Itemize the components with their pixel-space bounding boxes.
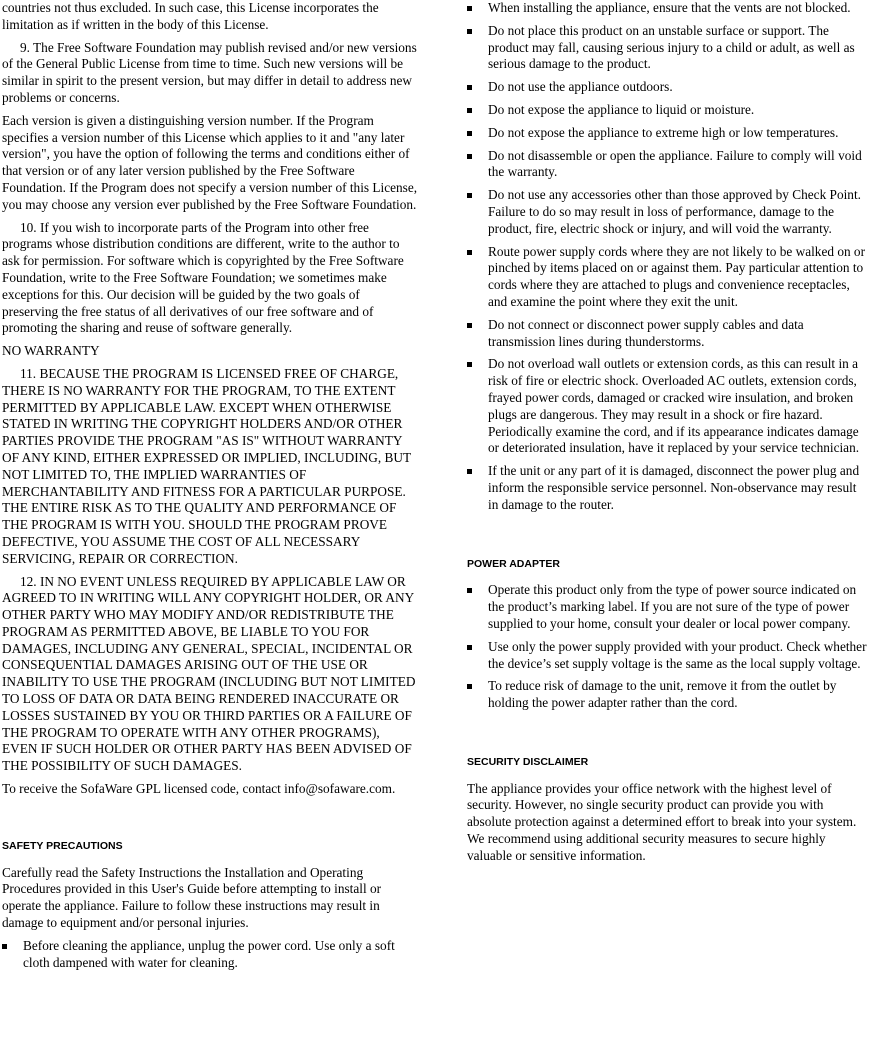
list-item: Do not use any accessories other than those approved by Check Point. Failure to do so may result in loss of performance, damage to the product, fire, electric shock or injury, and will void the warranty. (467, 187, 867, 237)
list-item: When installing the appliance, ensure that the vents are not blocked. (467, 0, 867, 17)
license-paragraph-11: 11. BECAUSE THE PROGRAM IS LICENSED FREE OF CHARGE, THERE IS NO WARRANTY FOR THE PROGRAM, TO THE EXTENT PERMITTED BY APPLICABLE LAW. EXCEPT WHEN OTHERWISE STATED IN WRITING THE COPYRIGHT HOLDERS AND/OR OTHER PARTIES PROVIDE THE PROGRAM "AS IS" WITHOUT WARRANTY OF ANY KIND, EITHER EXPRESSED OR IMPLIED, INCLUDING, BUT NOT LIMITED TO, THE IMPLIED WARRANTIES OF MERCHANTABILITY AND FITNESS FOR A PARTICULAR PURPOSE. THE ENTIRE RISK AS TO THE QUALITY AND PERFORMANCE OF THE PROGRAM IS WITH YOU. SHOULD THE PROGRAM PROVE DEFECTIVE, YOU ASSUME THE COST OF ALL NECESSARY SERVICING, REPAIR OR CORRECTION. (2, 365, 411, 566)
list-item: Do not use the appliance outdoors. (467, 79, 867, 96)
list-item: Route power supply cords where they are not likely to be walked on or pinched by items placed on or against them. Pay particular attention to cords where they are attached to plugs and convenience receptacles, and examine the point where they exit the unit. (467, 244, 867, 311)
safety-bullet-list-left (2, 938, 418, 972)
list-item: Do not expose the appliance to liquid or moisture. (467, 102, 867, 119)
safety-bullet-list-right (467, 0, 867, 514)
bullet-icon (467, 588, 472, 593)
bullet-icon (467, 154, 472, 159)
bullet-icon (467, 6, 472, 11)
list-item: If the unit or any part of it is damaged, disconnect the power plug and inform the responsible service personnel. Non-observance may result in damage to the router. (467, 463, 867, 513)
bullet-icon (2, 944, 7, 949)
license-paragraph-continued: countries not thus excluded. In such case, this License incorporates the limitation as if written in the body of this License. (2, 0, 379, 32)
license-paragraph-12: 12. IN NO EVENT UNLESS REQUIRED BY APPLICABLE LAW OR AGREED TO IN WRITING WILL ANY COPYRIGHT HOLDER, OR ANY OTHER PARTY WHO MAY MODIFY AND/OR REDISTRIBUTE THE PROGRAM AS PERMITTED ABOVE, BE LIABLE TO YOU FOR DAMAGES, INCLUDING ANY GENERAL, SPECIAL, INCIDENTAL OR CONSEQUENTIAL DAMAGES ARISING OUT OF THE USE OR INABILITY TO USE THE PROGRAM (INCLUDING BUT NOT LIMITED TO LOSS OF DATA OR DATA BEING RENDERED INACCURATE OR LOSSES SUSTAINED BY YOU OR THIRD PARTIES OR A FAILURE OF THE PROGRAM TO OPERATE WITH ANY OTHER PROGRAMS), EVEN IF SUCH HOLDER OR OTHER PARTY HAS BEEN ADVISED OF THE POSSIBILITY OF SUCH DAMAGES. (2, 573, 416, 774)
power-adapter-bullet-list (467, 582, 867, 712)
bullet-icon (467, 469, 472, 474)
bullet-icon (467, 85, 472, 90)
bullet-icon (467, 250, 472, 255)
list-item: Do not disassemble or open the appliance. Failure to comply will void the warranty. (467, 148, 867, 182)
no-warranty-heading: NO WARRANTY (2, 343, 100, 359)
list-item: To reduce risk of damage to the unit, remove it from the outlet by holding the power adapter rather than the cord. (467, 678, 867, 712)
list-item: Do not connect or disconnect power supply cables and data transmission lines during thunderstorms. (467, 317, 867, 351)
bullet-icon (467, 131, 472, 136)
bullet-icon (467, 323, 472, 328)
list-item: Do not expose the appliance to extreme high or low temperatures. (467, 125, 867, 142)
power-adapter-heading: POWER ADAPTER (467, 557, 560, 570)
security-disclaimer-text: The appliance provides your office network with the highest level of security. However, no single security product can provide you with absolute protection against a determined effort to break into your system. We recommend using additional security measures to secure highly valuable or sensitive information. (467, 780, 857, 863)
list-item: Do not overload wall outlets or extension cords, as this can result in a risk of fire or electric shock. Overloaded AC outlets, extension cords, frayed power cords, damaged or cracked wire insulation, and broken plugs are dangerous. They may result in a shock or fire hazard. Periodically examine the cord, and if its appearance indicates damage or deteriorated insulation, have it replaced by your service technician. (467, 356, 867, 457)
safety-precautions-heading: SAFETY PRECAUTIONS (2, 839, 123, 852)
bullet-icon (467, 645, 472, 650)
gpl-contact-paragraph: To receive the SofaWare GPL licensed code, contact info@sofaware.com. (2, 781, 396, 797)
safety-intro-paragraph: Carefully read the Safety Instructions the Installation and Operating Procedures provided in this User's Guide before attempting to install or operate the appliance. Failure to follow these instructions may result in damage to equipment and/or personal injuries. (2, 864, 382, 931)
right-column (467, 0, 867, 871)
list-item: Before cleaning the appliance, unplug the power cord. Use only a soft cloth dampened with water for cleaning. (2, 938, 418, 972)
bullet-icon (467, 684, 472, 689)
license-paragraph-10: 10. If you wish to incorporate parts of the Program into other free programs whose distribution conditions are different, write to the author to ask for permission. For software which is copyrighted by the Free Software Foundation, write to the Free Software Foundation; we sometimes make exceptions for this. Our decision will be guided by the two goals of preserving the free status of all derivatives of our free software and of promoting the sharing and reuse of software generally. (2, 219, 404, 336)
license-paragraph-versions: Each version is given a distinguishing version number. If the Program specifies a version number of this License which applies to it and "any later version", you have the option of following the terms and conditions either of that version or of any later version published by the Free Software Foundation. If the Program does not specify a version number of this License, you may choose any version ever published by the Free Software Foundation. (2, 112, 418, 212)
list-item: Do not place this product on an unstable surface or support. The product may fall, causing serious injury to a child or adult, as well as serious damage to the product. (467, 23, 867, 73)
license-paragraph-9: 9. The Free Software Foundation may publish revised and/or new versions of the General Public License from time to time. Such new versions will be similar in spirit to the present version, but may differ in detail to address new problems or concerns. (2, 39, 417, 105)
bullet-icon (467, 108, 472, 113)
bullet-icon (467, 29, 472, 34)
bullet-icon (467, 362, 472, 367)
left-column (2, 0, 418, 977)
bullet-icon (467, 193, 472, 198)
security-disclaimer-heading: SECURITY DISCLAIMER (467, 755, 589, 768)
list-item: Operate this product only from the type of power source indicated on the product’s marking label. If you are not sure of the type of power supplied to your home, consult your dealer or local power company. (467, 582, 867, 632)
list-item: Use only the power supply provided with your product. Check whether the device’s set supply voltage is the same as the local supply voltage. (467, 639, 867, 673)
